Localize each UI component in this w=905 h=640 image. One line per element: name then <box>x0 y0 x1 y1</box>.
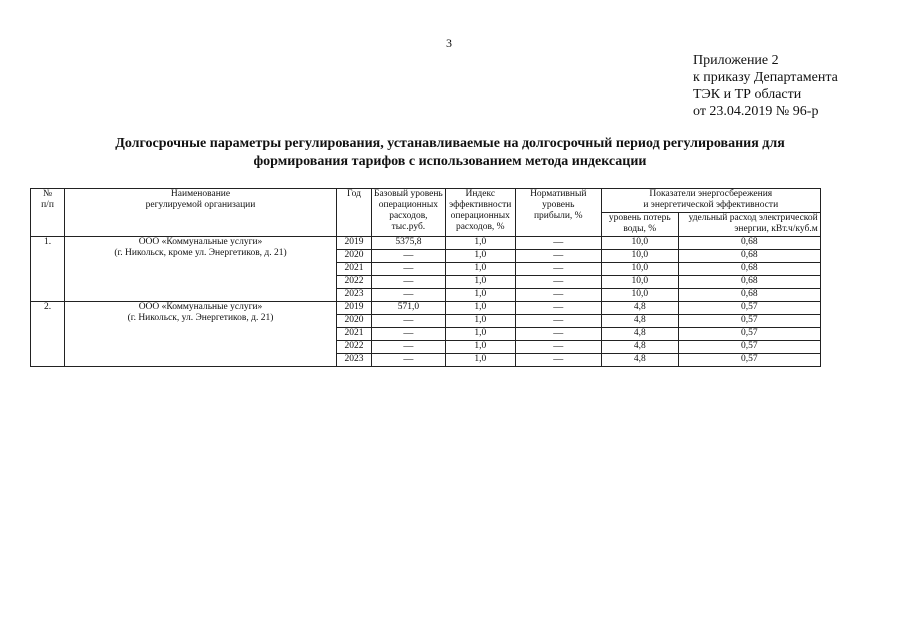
parameters-table <box>30 188 821 367</box>
page-number: 3 <box>446 36 452 50</box>
base-cell: — <box>372 341 446 354</box>
base-cell: — <box>372 354 446 367</box>
base-cell: — <box>372 250 446 263</box>
year-cell: 2020 <box>337 315 372 328</box>
base-cell: — <box>372 315 446 328</box>
profit-cell: — <box>515 263 601 276</box>
profit-cell: — <box>515 328 601 341</box>
specific-cell: 0,68 <box>678 263 820 276</box>
loss-cell: 10,0 <box>601 237 678 250</box>
year-cell: 2023 <box>337 354 372 367</box>
year-cell: 2021 <box>337 263 372 276</box>
header-profit-level: Нормативный уровень прибыли, % <box>515 189 601 237</box>
base-cell: 571,0 <box>372 302 446 315</box>
loss-cell: 4,8 <box>601 328 678 341</box>
org-number: 1. <box>31 237 65 302</box>
specific-cell: 0,68 <box>678 276 820 289</box>
specific-cell: 0,68 <box>678 289 820 302</box>
index-cell: 1,0 <box>445 328 515 341</box>
profit-cell: — <box>515 354 601 367</box>
specific-cell: 0,57 <box>678 341 820 354</box>
header-efficiency-index: Индекс эффективности операционных расходов, % <box>445 189 515 237</box>
index-cell: 1,0 <box>445 354 515 367</box>
document-title <box>60 135 840 171</box>
base-cell: — <box>372 328 446 341</box>
index-cell: 1,0 <box>445 263 515 276</box>
index-cell: 1,0 <box>445 341 515 354</box>
year-cell: 2022 <box>337 341 372 354</box>
title-line: формирования тарифов с использованием метода индексации <box>253 154 647 169</box>
loss-cell: 4,8 <box>601 354 678 367</box>
base-cell: 5375,8 <box>372 237 446 250</box>
profit-cell: — <box>515 237 601 250</box>
base-cell: — <box>372 263 446 276</box>
specific-cell: 0,57 <box>678 302 820 315</box>
profit-cell: — <box>515 250 601 263</box>
table-row <box>31 302 821 315</box>
header-energy-group: Показатели энергосбережения и энергетической эффективности <box>601 189 820 213</box>
appendix-line: Приложение 2 <box>693 53 779 68</box>
header-water-loss: уровень потерь воды, % <box>601 213 678 237</box>
year-cell: 2019 <box>337 237 372 250</box>
title-line: Долгосрочные параметры регулирования, устанавливаемые на долгосрочный период регулирования для <box>115 136 785 151</box>
header-org: Наименование регулируемой организации <box>65 189 337 237</box>
year-cell: 2020 <box>337 250 372 263</box>
loss-cell: 10,0 <box>601 276 678 289</box>
base-cell: — <box>372 276 446 289</box>
year-cell: 2023 <box>337 289 372 302</box>
header-year: Год <box>337 189 372 237</box>
org-name: ООО «Коммунальные услуги» (г. Никольск, кроме ул. Энергетиков, д. 21) <box>65 237 337 302</box>
header-num: № п/п <box>31 189 65 237</box>
profit-cell: — <box>515 302 601 315</box>
appendix-line: от 23.04.2019 № 96-р <box>693 104 819 119</box>
loss-cell: 4,8 <box>601 341 678 354</box>
index-cell: 1,0 <box>445 315 515 328</box>
org-name: ООО «Коммунальные услуги» (г. Никольск, ул. Энергетиков, д. 21) <box>65 302 337 367</box>
appendix-block <box>693 52 838 120</box>
header-base-level: Базовый уровень операционных расходов, тыс.руб. <box>372 189 446 237</box>
profit-cell: — <box>515 289 601 302</box>
loss-cell: 10,0 <box>601 263 678 276</box>
loss-cell: 10,0 <box>601 289 678 302</box>
index-cell: 1,0 <box>445 276 515 289</box>
index-cell: 1,0 <box>445 250 515 263</box>
table-row <box>31 237 821 250</box>
appendix-line: ТЭК и ТР области <box>693 87 802 102</box>
specific-cell: 0,57 <box>678 354 820 367</box>
profit-cell: — <box>515 341 601 354</box>
year-cell: 2022 <box>337 276 372 289</box>
base-cell: — <box>372 289 446 302</box>
profit-cell: — <box>515 315 601 328</box>
specific-cell: 0,57 <box>678 315 820 328</box>
org-number: 2. <box>31 302 65 367</box>
loss-cell: 4,8 <box>601 302 678 315</box>
year-cell: 2019 <box>337 302 372 315</box>
loss-cell: 10,0 <box>601 250 678 263</box>
index-cell: 1,0 <box>445 237 515 250</box>
index-cell: 1,0 <box>445 302 515 315</box>
profit-cell: — <box>515 276 601 289</box>
header-specific-consumption: удельный расход электрической энергии, кВт.ч/куб.м <box>678 213 820 237</box>
year-cell: 2021 <box>337 328 372 341</box>
index-cell: 1,0 <box>445 289 515 302</box>
specific-cell: 0,68 <box>678 237 820 250</box>
appendix-line: к приказу Департамента <box>693 70 838 85</box>
loss-cell: 4,8 <box>601 315 678 328</box>
specific-cell: 0,68 <box>678 250 820 263</box>
specific-cell: 0,57 <box>678 328 820 341</box>
